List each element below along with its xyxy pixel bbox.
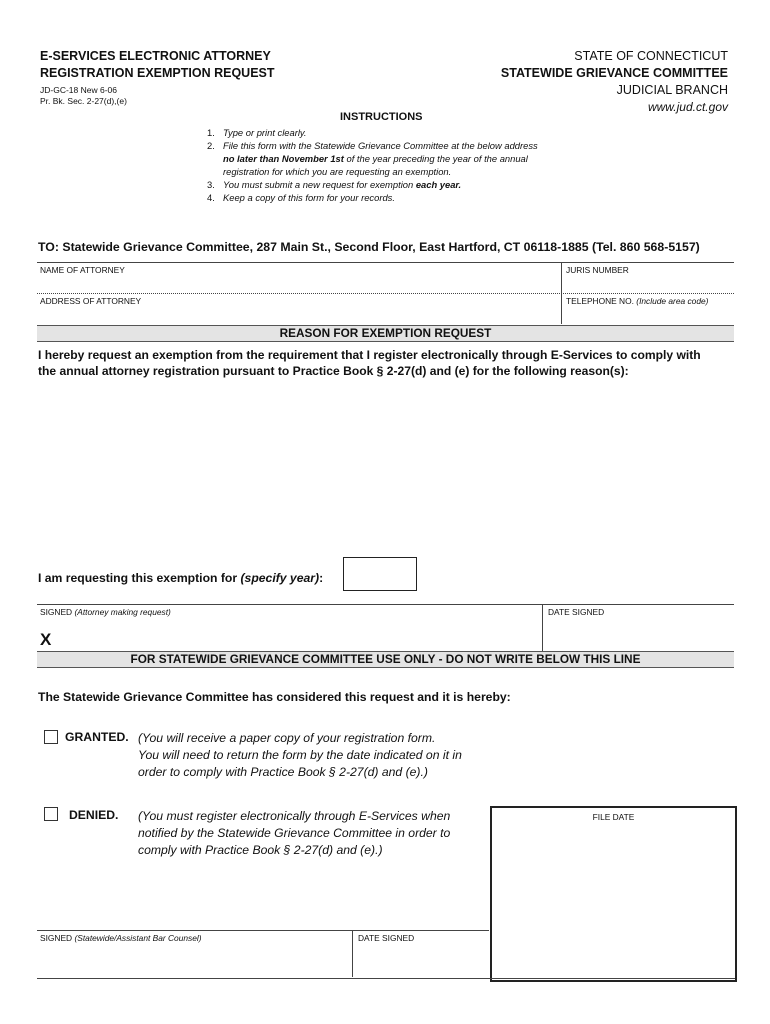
instructions-title: INSTRUCTIONS bbox=[340, 111, 423, 123]
signature-x-mark: X bbox=[40, 630, 52, 649]
instruction-item: 1. Type or print clearly. bbox=[207, 127, 307, 138]
reason-entry-area[interactable] bbox=[37, 382, 734, 552]
office-use-heading: FOR STATEWIDE GRIEVANCE COMMITTEE USE ONLY - DO NOT WRITE BELOW THIS LINE bbox=[37, 651, 734, 668]
granted-checkbox[interactable] bbox=[44, 730, 58, 744]
granted-description: (You will receive a paper copy of your registration form. You will need to return the form by the date indicated on it in order to comply with Practice Book § 2-27(d) and (e).) bbox=[138, 731, 462, 779]
form-title-line2: REGISTRATION EXEMPTION REQUEST bbox=[40, 66, 275, 80]
date-signed-field[interactable] bbox=[543, 605, 734, 651]
name-of-attorney-field[interactable] bbox=[37, 262, 561, 293]
mailing-address: TO: Statewide Grievance Committee, 287 Main St., Second Floor, East Hartford, CT 06118-1885 (Tel. 860 568-5157) bbox=[38, 240, 700, 254]
counsel-date-signed-field[interactable] bbox=[353, 931, 489, 977]
attorney-signature-field[interactable] bbox=[37, 605, 542, 651]
form-number: JD-GC-18 New 6-06 bbox=[40, 85, 117, 95]
counsel-date-signed-label: DATE SIGNED bbox=[358, 933, 415, 943]
state-name: STATE OF CONNECTICUT bbox=[574, 49, 728, 63]
denied-label: DENIED. bbox=[69, 808, 119, 822]
instruction-item-cont: no later than November 1st of the year preceding the year of the annual bbox=[223, 153, 528, 164]
reason-text bbox=[38, 347, 738, 379]
instruction-item: 3. You must submit a new request for exemption each year. bbox=[207, 179, 462, 190]
instruction-item: 2. File this form with the Statewide Grievance Committee at the below address bbox=[207, 140, 538, 151]
branch-name: JUDICIAL BRANCH bbox=[616, 83, 728, 97]
file-date-label: FILE DATE bbox=[592, 812, 635, 822]
committee-decision-intro: The Statewide Grievance Committee has considered this request and it is hereby: bbox=[38, 690, 511, 704]
divider bbox=[37, 978, 735, 979]
denied-checkbox[interactable] bbox=[44, 807, 58, 821]
juris-number-label: JURIS NUMBER bbox=[566, 265, 629, 275]
telephone-field[interactable] bbox=[562, 294, 734, 324]
address-of-attorney-label: ADDRESS OF ATTORNEY bbox=[40, 296, 142, 306]
name-of-attorney-label: NAME OF ATTORNEY bbox=[40, 265, 125, 275]
juris-number-field[interactable] bbox=[562, 262, 734, 293]
date-signed-label: DATE SIGNED bbox=[548, 607, 605, 617]
issuer-block bbox=[501, 48, 728, 116]
reason-text-line: the annual attorney registration pursuant to Practice Book § 2-27(d) and (e) for the following reason(s): bbox=[38, 364, 629, 378]
exemption-year-input[interactable] bbox=[343, 557, 417, 591]
form-title bbox=[40, 48, 275, 107]
instructions-list bbox=[207, 126, 538, 204]
address-of-attorney-field[interactable] bbox=[37, 294, 561, 324]
counsel-signature-field[interactable] bbox=[37, 931, 352, 977]
reason-text-line: I hereby request an exemption from the requirement that I register electronically through E-Services to comply with bbox=[38, 348, 701, 362]
reason-heading: REASON FOR EXEMPTION REQUEST bbox=[37, 325, 734, 342]
granted-label: GRANTED. bbox=[65, 730, 129, 744]
website: www.jud.ct.gov bbox=[647, 100, 728, 114]
practice-book-ref: Pr. Bk. Sec. 2-27(d),(e) bbox=[40, 96, 127, 106]
attorney-signature-label: SIGNED (Attorney making request) bbox=[40, 607, 171, 617]
exemption-year-label: I am requesting this exemption for (specify year): bbox=[38, 571, 324, 585]
denied-description: (You must register electronically through E-Services when notified by the Statewide Grievance Committee in order to comply with Practice Book § 2-27(d) and (e).) bbox=[138, 809, 451, 857]
form-title-line1: E-SERVICES ELECTRONIC ATTORNEY bbox=[40, 49, 271, 63]
instruction-item-cont: registration for which you are requesting an exemption. bbox=[223, 166, 452, 177]
instruction-item: 4. Keep a copy of this form for your records. bbox=[207, 192, 395, 203]
committee-name: STATEWIDE GRIEVANCE COMMITTEE bbox=[500, 66, 728, 80]
counsel-signature-label: SIGNED (Statewide/Assistant Bar Counsel) bbox=[40, 933, 202, 943]
file-date-box[interactable] bbox=[490, 806, 737, 982]
telephone-label: TELEPHONE NO. (Include area code) bbox=[566, 296, 709, 306]
